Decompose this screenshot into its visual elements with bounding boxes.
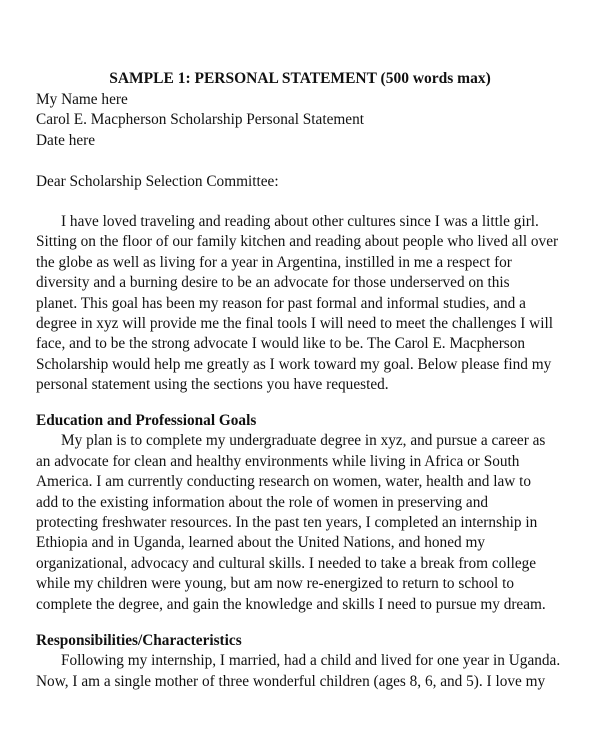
header-block	[36, 90, 576, 151]
paragraph-line: personal statement using the sections you have requested.	[36, 376, 389, 394]
paragraph-line: an advocate for clean and healthy environments while living in Africa or South	[36, 452, 520, 470]
section-heading: Education and Professional Goals	[36, 412, 257, 429]
paragraph-line: planet. This goal has been my reason for past formal and informal studies, and a	[36, 294, 526, 312]
paragraph-line: face, and to be the strong advocate I would like to be. The Carol E. Macpherson	[36, 335, 526, 353]
paragraph-line: while my children were young, but am now re-energized to return to school to	[36, 575, 515, 593]
paragraph-line: Sitting on the floor of our family kitchen and reading about people who lived all over	[36, 233, 559, 251]
paragraph-line: degree in xyz will provide me the final tools I will need to meet the challenges I will	[36, 314, 553, 332]
paragraph-line: Now, I am a single mother of three wonderful children (ages 8, 6, and 5). I love my	[36, 672, 546, 690]
paragraph-line: protecting freshwater resources. In the past ten years, I completed an internship in	[36, 513, 538, 531]
paragraph-line: complete the degree, and gain the knowledge and skills I need to pursue my dream.	[36, 595, 546, 613]
paragraph-line: My plan is to complete my undergraduate degree in xyz, and pursue a career as	[61, 432, 546, 450]
salutation-block	[36, 172, 576, 192]
paragraph-line: organizational, advocacy and cultural skills. I needed to take a break from college	[36, 554, 537, 572]
paragraph-line: America. I am currently conducting research on women, water, health and law to	[36, 473, 532, 491]
paragraph-line: Following my internship, I married, had a child and lived for one year in Uganda.	[61, 652, 561, 670]
paragraph-line: add to the existing information about the role of women in preserving and	[36, 493, 488, 511]
paragraph-line: I have loved traveling and reading about other cultures since I was a little girl.	[61, 213, 539, 230]
statement-title-line: Carol E. Macpherson Scholarship Personal Statement	[36, 111, 364, 129]
paragraph-line: Scholarship would help me greatly as I work toward my goal. Below please find my	[36, 355, 552, 373]
paragraph-line: the globe as well as living for a year in Argentina, instilled in me a respect for	[36, 253, 512, 271]
intro-paragraph	[36, 212, 576, 396]
document-title: SAMPLE 1: PERSONAL STATEMENT (500 words max)	[109, 70, 491, 87]
section-responsibilities	[36, 631, 576, 692]
section-education	[36, 411, 576, 615]
paragraph-line: Ethiopia and in Uganda, learned about the United Nations, and honed my	[36, 534, 486, 552]
paragraph-line: diversity and a burning desire to be an advocate for those underserved on this	[36, 274, 510, 292]
date-line: Date here	[36, 131, 96, 149]
section-heading: Responsibilities/Characteristics	[36, 632, 242, 649]
salutation: Dear Scholarship Selection Committee:	[36, 173, 279, 190]
author-name-line: My Name here	[36, 91, 128, 108]
